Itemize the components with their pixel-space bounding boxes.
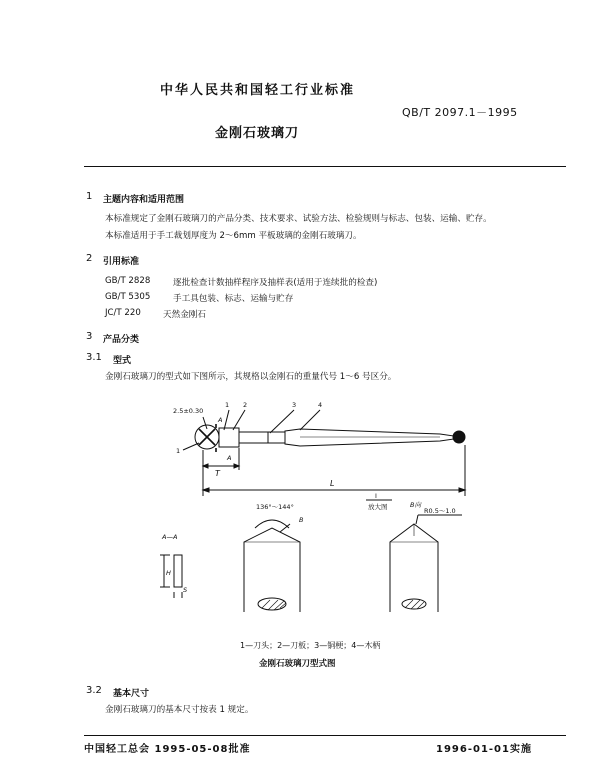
section-a-a-profile [174, 555, 182, 587]
section-1-heading: 主题内容和适用范围 [103, 195, 185, 205]
dim-top-label: 2.5±0.30 [173, 407, 204, 415]
standard-code: QB/T 2097.1－1995 [402, 106, 518, 119]
section-1-paragraph-1: 本标准规定了金刚石玻璃刀的产品分类、技术要求、试验方法、检验规则与标志、包装、运输、贮存。 [105, 214, 492, 224]
part-number-1-left: 1 [176, 447, 181, 455]
dim-t-label: T [215, 469, 220, 478]
section-mark-a-bottom: A [227, 454, 232, 462]
part-number-4: 4 [318, 401, 323, 409]
ref-code: JC/T 220 [105, 308, 141, 318]
ref-title: 天然金刚石 [163, 310, 206, 320]
section-mark-a-top: A [218, 416, 223, 424]
figure-legend: 1—刀头；2—刀板；3—铜梗；4—木柄 [240, 641, 381, 650]
section-a-a-label: A—A [162, 533, 178, 541]
radius-label: R0.5～1.0 [424, 507, 456, 515]
implementation-date: 1996-01-01实施 [436, 744, 532, 755]
document-title: 金刚石玻璃刀 [215, 126, 300, 141]
ref-code: GB/T 2828 [105, 276, 151, 286]
section-3-1-text: 金刚石玻璃刀的型式如下图所示，其规格以金刚石的重量代号 1～6 号区分。 [105, 372, 397, 382]
section-3-1-number: 3.1 [86, 352, 102, 363]
section-1-number: 1 [86, 191, 93, 202]
section-1-paragraph-2: 本标准适用于手工裁划厚度为 2～6mm 平板玻璃的金刚石玻璃刀。 [105, 231, 362, 241]
section-2-heading: 引用标准 [103, 257, 140, 267]
section-3-2-heading: 基本尺寸 [113, 689, 150, 699]
zoom-number: I [375, 492, 377, 500]
zoom-label: 放大图 [368, 503, 388, 511]
brass-stem [239, 432, 285, 443]
cone-view-left [244, 528, 300, 612]
angle-label: 136°～144° [256, 503, 294, 511]
dim-l-label: L [330, 479, 335, 488]
ref-title: 逐批检查计数抽样程序及抽样表(适用于连续批的检查) [173, 278, 378, 288]
ref-code: GB/T 5305 [105, 292, 151, 302]
part-number-3: 3 [292, 401, 297, 409]
blade-plate [219, 428, 239, 447]
figure-caption: 金刚石玻璃刀型式图 [259, 659, 336, 669]
handle-knob [453, 431, 465, 443]
section-3-2-text: 金刚石玻璃刀的基本尺寸按表 1 规定。 [105, 705, 254, 715]
section-3-2-number: 3.2 [86, 685, 102, 696]
section-3-heading: 产品分类 [103, 335, 140, 345]
view-b-arrow-label: B [299, 516, 304, 524]
section-3-1-heading: 型式 [113, 356, 132, 366]
section-3-number: 3 [86, 331, 93, 342]
dim-h-label: H [166, 569, 171, 577]
dim-s-label: S [183, 586, 188, 594]
section-2-number: 2 [86, 253, 93, 264]
wood-handle [285, 429, 454, 446]
footer-rule [84, 735, 566, 736]
view-b-label: B向 [410, 501, 421, 509]
issuing-org: 中华人民共和国轻工行业标准 [160, 83, 356, 98]
approval-date: 中国轻工总会 1995-05-08批准 [84, 744, 251, 755]
ref-title: 手工具包装、标志、运输与贮存 [173, 294, 294, 304]
part-number-1: 1 [225, 401, 230, 409]
part-number-2: 2 [243, 401, 248, 409]
